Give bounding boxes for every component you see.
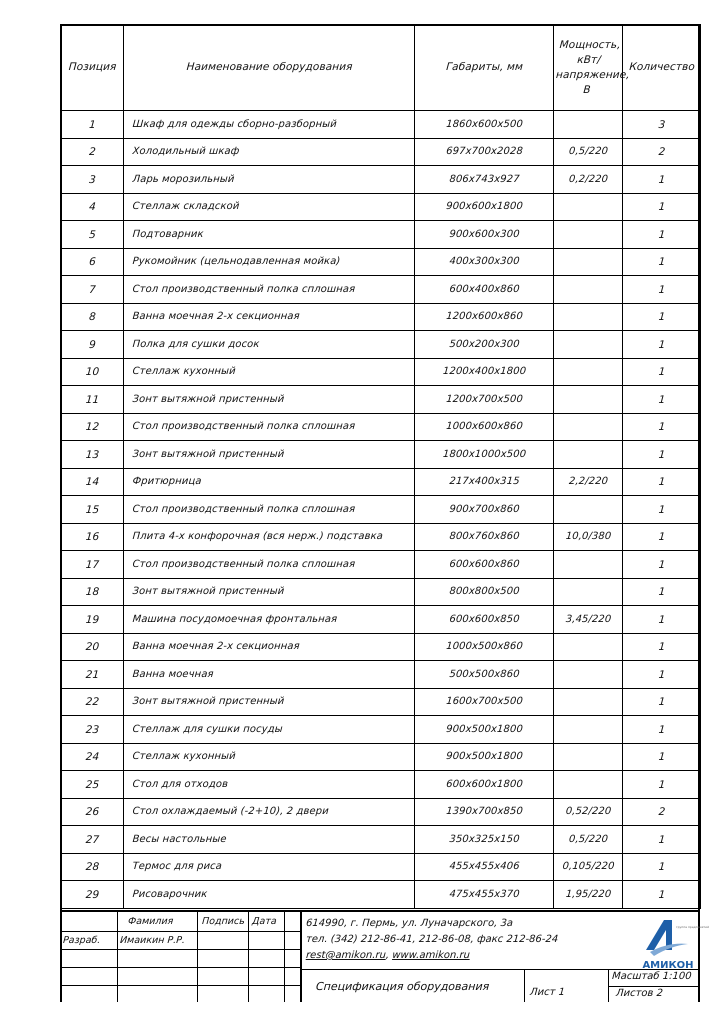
table-row	[61, 331, 701, 359]
dimensions-cell: 500x200x300	[414, 331, 555, 359]
power-cell: 0,2/220	[553, 166, 624, 194]
equipment-name-cell: Стеллаж складской	[123, 193, 416, 221]
quantity-cell: 1	[622, 881, 702, 909]
position-cell: 18	[60, 578, 125, 606]
power-cell	[553, 633, 624, 661]
position-cell: 26	[60, 798, 125, 826]
dimensions-cell: 900x500x1800	[414, 716, 555, 744]
power-cell	[553, 358, 624, 386]
table-row	[61, 413, 701, 441]
quantity-cell: 1	[622, 578, 702, 606]
dimensions-cell: 350x325x150	[414, 826, 555, 854]
stamp-line	[60, 912, 62, 1002]
dimensions-cell: 900x700x860	[414, 496, 555, 524]
quantity-cell: 1	[622, 358, 702, 386]
table-row	[61, 468, 701, 496]
quantity-cell: 1	[622, 386, 702, 414]
header-dimensions: Габариты, мм	[411, 25, 556, 111]
equipment-name-cell: Подтоварник	[123, 221, 416, 249]
table-row	[61, 358, 701, 386]
power-cell	[553, 248, 624, 276]
power-cell	[553, 771, 624, 799]
equipment-name-cell: Термос для риса	[123, 853, 416, 881]
table-row	[61, 716, 701, 744]
dimensions-cell: 1600x700x500	[414, 688, 555, 716]
stamp-line	[117, 912, 118, 1002]
header-name: Наименование оборудования	[120, 25, 417, 111]
power-cell	[553, 413, 624, 441]
quantity-cell: 1	[622, 166, 702, 194]
table-row	[61, 276, 701, 304]
equipment-name-cell: Стол для отходов	[123, 771, 416, 799]
quantity-cell: 1	[622, 248, 702, 276]
power-cell	[553, 193, 624, 221]
position-cell: 24	[60, 743, 125, 771]
equipment-name-cell: Стол охлаждаемый (-2+10), 2 двери	[123, 798, 416, 826]
position-cell: 3	[60, 166, 125, 194]
quantity-cell: 1	[622, 661, 702, 689]
position-cell: 10	[60, 358, 125, 386]
equipment-name-cell: Ванна моечная 2-х секционная	[123, 303, 416, 331]
power-cell	[553, 276, 624, 304]
company-address: 614990, г. Пермь, ул. Луначарского, 3а	[305, 918, 514, 929]
developer-name: Имаикин Р.Р.	[119, 935, 186, 946]
equipment-name-cell: Зонт вытяжной пристенный	[123, 441, 416, 469]
table-row	[61, 496, 701, 524]
sheet-count: Листов 2	[615, 988, 664, 999]
table-row	[61, 743, 701, 771]
position-cell: 2	[60, 138, 125, 166]
stamp-line	[608, 986, 700, 987]
table-row	[61, 633, 701, 661]
table-row	[61, 661, 701, 689]
equipment-name-cell: Фритюрница	[123, 468, 416, 496]
quantity-cell: 1	[622, 303, 702, 331]
power-cell	[553, 386, 624, 414]
table-body	[61, 111, 701, 909]
quantity-cell: 1	[622, 633, 702, 661]
dimensions-cell: 1200x400x1800	[414, 358, 555, 386]
table-row	[61, 606, 701, 634]
position-cell: 16	[60, 523, 125, 551]
equipment-name-cell: Машина посудомоечная фронтальная	[123, 606, 416, 634]
table-row	[61, 303, 701, 331]
equipment-spec-table	[60, 24, 701, 909]
power-cell: 1,95/220	[553, 881, 624, 909]
dimensions-cell: 500x500x860	[414, 661, 555, 689]
dimensions-cell: 1200x600x860	[414, 303, 555, 331]
quantity-cell: 1	[622, 606, 702, 634]
signature-label: Подпись	[201, 916, 246, 927]
stamp-line	[300, 969, 700, 970]
quantity-cell: 2	[622, 138, 702, 166]
position-cell: 28	[60, 853, 125, 881]
logo-small-text: группа предприятий	[676, 925, 710, 929]
power-cell: 0,5/220	[553, 826, 624, 854]
document-title: Спецификация оборудования	[315, 980, 490, 993]
quantity-cell: 1	[622, 688, 702, 716]
position-cell: 5	[60, 221, 125, 249]
position-cell: 21	[60, 661, 125, 689]
table-row	[61, 138, 701, 166]
sheet-number: Лист 1	[529, 987, 566, 998]
power-cell	[553, 441, 624, 469]
equipment-name-cell: Зонт вытяжной пристенный	[123, 578, 416, 606]
equipment-name-cell: Стеллаж для сушки посуды	[123, 716, 416, 744]
table-row	[61, 578, 701, 606]
dimensions-cell: 900x600x300	[414, 221, 555, 249]
power-cell	[553, 578, 624, 606]
quantity-cell: 1	[622, 468, 702, 496]
dimensions-cell: 1000x600x860	[414, 413, 555, 441]
email-link[interactable]: rest@amikon.ru	[305, 950, 387, 961]
dimensions-cell: 1390x700x850	[414, 798, 555, 826]
header-position: Позиция	[57, 25, 126, 111]
dimensions-cell: 697x700x2028	[414, 138, 555, 166]
equipment-name-cell: Зонт вытяжной пристенный	[123, 386, 416, 414]
table-row	[61, 386, 701, 414]
power-cell	[553, 496, 624, 524]
dimensions-cell: 600x600x850	[414, 606, 555, 634]
table-row	[61, 111, 701, 139]
quantity-cell: 1	[622, 496, 702, 524]
quantity-cell: 1	[622, 523, 702, 551]
surname-label: Фамилия	[127, 916, 174, 927]
quantity-cell: 1	[622, 853, 702, 881]
table-row	[61, 551, 701, 579]
position-cell: 4	[60, 193, 125, 221]
dimensions-cell: 900x500x1800	[414, 743, 555, 771]
website-link[interactable]: www.amikon.ru	[391, 950, 471, 961]
equipment-name-cell: Зонт вытяжной пристенный	[123, 688, 416, 716]
position-cell: 11	[60, 386, 125, 414]
position-cell: 14	[60, 468, 125, 496]
table-row	[61, 441, 701, 469]
stamp-line	[248, 912, 249, 1002]
position-cell: 6	[60, 248, 125, 276]
stamp-line	[60, 931, 300, 932]
stamp-line	[60, 949, 300, 950]
dimensions-cell: 217x400x315	[414, 468, 555, 496]
header-quantity: Количество	[619, 25, 703, 111]
logo-wordmark: АМИКОН	[642, 960, 694, 971]
position-cell: 22	[60, 688, 125, 716]
equipment-name-cell: Ванна моечная	[123, 661, 416, 689]
quantity-cell: 1	[622, 441, 702, 469]
quantity-cell: 3	[622, 111, 702, 139]
power-cell	[553, 716, 624, 744]
table-row	[61, 881, 701, 909]
dimensions-cell: 1800x1000x500	[414, 441, 555, 469]
equipment-name-cell: Стеллаж кухонный	[123, 743, 416, 771]
quantity-cell: 1	[622, 221, 702, 249]
quantity-cell: 1	[622, 826, 702, 854]
power-cell	[553, 743, 624, 771]
quantity-cell: 2	[622, 798, 702, 826]
equipment-name-cell: Холодильный шкаф	[123, 138, 416, 166]
power-cell: 3,45/220	[553, 606, 624, 634]
table-row	[61, 826, 701, 854]
table-row	[61, 771, 701, 799]
equipment-name-cell: Стол производственный полка сплошная	[123, 413, 416, 441]
equipment-name-cell: Стол производственный полка сплошная	[123, 276, 416, 304]
stamp-line	[284, 912, 285, 1002]
position-cell: 17	[60, 551, 125, 579]
power-cell: 0,105/220	[553, 853, 624, 881]
quantity-cell: 1	[622, 331, 702, 359]
equipment-name-cell: Рисоварочник	[123, 881, 416, 909]
table-row	[61, 221, 701, 249]
dimensions-cell: 455x455x406	[414, 853, 555, 881]
power-cell	[553, 551, 624, 579]
quantity-cell: 1	[622, 551, 702, 579]
dimensions-cell: 600x400x860	[414, 276, 555, 304]
power-cell	[553, 688, 624, 716]
position-cell: 8	[60, 303, 125, 331]
quantity-cell: 1	[622, 413, 702, 441]
position-cell: 7	[60, 276, 125, 304]
dimensions-cell: 800x760x860	[414, 523, 555, 551]
position-cell: 29	[60, 881, 125, 909]
power-cell: 10,0/380	[553, 523, 624, 551]
table-row	[61, 193, 701, 221]
stamp-line	[60, 985, 300, 986]
dimensions-cell: 800x800x500	[414, 578, 555, 606]
dimensions-cell: 1860x600x500	[414, 111, 555, 139]
dimensions-cell: 600x600x860	[414, 551, 555, 579]
position-cell: 23	[60, 716, 125, 744]
power-cell: 0,52/220	[553, 798, 624, 826]
position-cell: 20	[60, 633, 125, 661]
power-cell: 0,5/220	[553, 138, 624, 166]
power-cell: 2,2/220	[553, 468, 624, 496]
position-cell: 15	[60, 496, 125, 524]
table-row	[61, 248, 701, 276]
equipment-name-cell: Ванна моечная 2-х секционная	[123, 633, 416, 661]
developer-role-label: Разраб.	[62, 935, 101, 946]
power-cell	[553, 303, 624, 331]
power-cell	[553, 661, 624, 689]
position-cell: 25	[60, 771, 125, 799]
equipment-name-cell: Стеллаж кухонный	[123, 358, 416, 386]
position-cell: 9	[60, 331, 125, 359]
header-power	[550, 25, 630, 111]
position-cell: 27	[60, 826, 125, 854]
quantity-cell: 1	[622, 771, 702, 799]
dimensions-cell: 1000x500x860	[414, 633, 555, 661]
contact-separator: ,	[385, 950, 390, 961]
dimensions-cell: 475x455x370	[414, 881, 555, 909]
equipment-name-cell: Полка для сушки досок	[123, 331, 416, 359]
quantity-cell: 1	[622, 716, 702, 744]
stamp-line	[60, 967, 300, 968]
amikon-logo-graphic	[642, 916, 710, 972]
equipment-name-cell: Рукомойник (цельнодавленная мойка)	[123, 248, 416, 276]
dimensions-cell: 806x743x927	[414, 166, 555, 194]
company-phones: тел. (342) 212-86-41, 212-86-08, факс 212-86-24	[305, 934, 559, 945]
dimensions-cell: 900x600x1800	[414, 193, 555, 221]
position-cell: 12	[60, 413, 125, 441]
equipment-name-cell: Стол производственный полка сплошная	[123, 496, 416, 524]
header-power-line1: Мощность,	[558, 38, 621, 51]
table-row	[61, 688, 701, 716]
position-cell: 1	[60, 111, 125, 139]
title-block	[60, 910, 710, 1000]
dimensions-cell: 400x300x300	[414, 248, 555, 276]
table-row	[61, 798, 701, 826]
equipment-name-cell: Шкаф для одежды сборно-разборный	[123, 111, 416, 139]
dimensions-cell: 1200x700x500	[414, 386, 555, 414]
quantity-cell: 1	[622, 276, 702, 304]
equipment-name-cell: Ларь морозильный	[123, 166, 416, 194]
contact-line	[306, 950, 471, 961]
stamp-line	[300, 912, 302, 1002]
equipment-name-cell: Весы настольные	[123, 826, 416, 854]
equipment-name-cell: Стол производственный полка сплошная	[123, 551, 416, 579]
header-power-line3: напряжение,	[555, 68, 630, 81]
power-cell	[553, 221, 624, 249]
header-power-line4: В	[582, 83, 591, 96]
position-cell: 19	[60, 606, 125, 634]
quantity-cell: 1	[622, 193, 702, 221]
amikon-logo	[642, 916, 710, 972]
equipment-name-cell: Плита 4-х конфорочная (вся нерж.) подставка	[123, 523, 416, 551]
table-header-row	[61, 25, 701, 111]
dimensions-cell: 600x600x1800	[414, 771, 555, 799]
power-cell	[553, 111, 624, 139]
power-cell	[553, 331, 624, 359]
header-power-line2: кВт/	[576, 53, 601, 66]
table-row	[61, 166, 701, 194]
position-cell: 13	[60, 441, 125, 469]
stamp-line	[197, 912, 198, 1002]
scale-label: Масштаб 1:100	[611, 971, 692, 982]
table-row	[61, 523, 701, 551]
stamp-line	[524, 969, 525, 1002]
table-row	[61, 853, 701, 881]
quantity-cell: 1	[622, 743, 702, 771]
date-label: Дата	[251, 916, 277, 927]
